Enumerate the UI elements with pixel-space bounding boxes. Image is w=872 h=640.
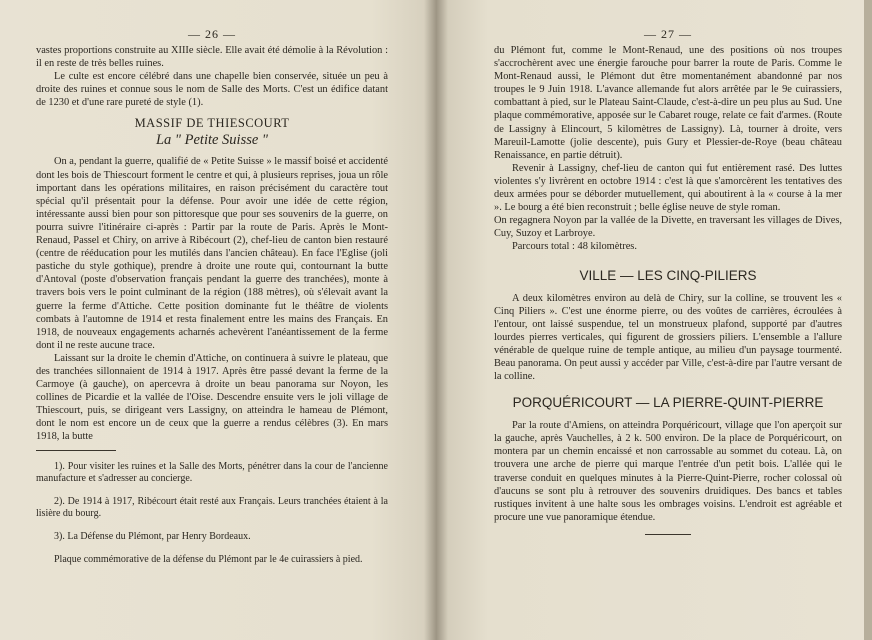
paragraph: Par la route d'Amiens, on atteindra Porquéricourt, village que l'on aperçoit sur la gauche, après Vauchelles, à 2 k. 500 environ. De la place de Porquéricourt, on montera par un chemin encaissé et non carrossable au sommet du coteau. Là, on trouvera une arche de pierre qui marque l'entrée d'un petit bois. L'allée qui le traverse conduit en quelques minutes à la Pierre-Quint-Pierre, rocher colossal où d'aucuns se sont plu à retrouver des souvenirs druidiques. Des bancs et tables rustiques invitent à une halte sous les ombrages voisins. L'endroit est agréable et procure une vue panoramique étendue. [494, 420, 842, 523]
left-text-body [36, 44, 388, 444]
footnote: Plaque commémorative de la défense du Plémont par le 4e cuirassiers à pied. [54, 553, 363, 565]
paragraph: On regagnera Noyon par la vallée de la Divette, en traversant les villages de Dives, Cuy, Suzoy et Larbroye. [494, 215, 842, 240]
paragraph: Parcours total : 48 kilomètres. [512, 241, 637, 253]
section-subheading: La " Petite Suisse " [155, 132, 269, 149]
paragraph: Le culte est encore célébré dans une chapelle bien conservée, située un peu à droite des ruines et connue sous le nom de Salle des Morts. C'est un édifice datant de 1230 et d'une rare pureté de style (1). [36, 71, 388, 109]
page-number: — 27 — [644, 27, 692, 41]
paragraph: vastes proportions construite au XIIIe siècle. Elle avait été démolie à la Révolution : il en reste de très belles ruines. [36, 45, 388, 70]
paragraph: On a, pendant la guerre, qualifié de « Petite Suisse » le massif boisé et accidenté dont les bois de Thiescourt forment le centre et qui, à plusieurs reprises, joua un rôle important dans les opérations militaires, en raison précisément du caractère tout spécial qu'il présentait pour la défense. Pour avoir une idée de cette région, intéressante aussi bien pour son pittoresque que pour ses souvenirs de la guerre, on pourra suivre l'itinéraire ci-après : Partir par la route de Paris. Après le Mont-Renaud, Passel et Chiry, on arrive à Ribécourt (2), chef-lieu de canton bien restauré (centre de rééducation pour les mutilés dans l'ancien château). En face l'Eglise (joli pastiche du style gothique), prendre à droite une route qui, contournant la butte d'Antoval (poste d'observation français pendant la guerre des tranchées), monte à travers bois vers le point culminant de la région (188 mètres), où s'élevait avant la guerre la ferme d'Attiche. Cette position dominante fut le théâtre de violents combats à l'automne de 1914 et resta finalement entre les mains des Français. En 1918, de nouveaux engagements acharnés achevèrent l'anéantissement de la ferme dont il ne reste aucune trace. [36, 156, 388, 351]
page-number: — 26 — [188, 27, 236, 41]
paragraph: A deux kilomètres environ au delà de Chiry, sur la colline, se trouvent les « Cinq Piliers ». C'est une énorme pierre, ou des voûtes de carrières, écroulées à l'entour, ont laissé suspendue, tel un monstrueux plafond, supporté par d'autres lourdes pierres verticales, qui figurent de grossiers piliers. L'ensemble a l'allure vénérable de quelque ruine de temple antique, au milieu d'un paysage tourmenté. Beau panorama. On peut aussi y accéder par Ville, c'est-à-dire par l'autre versant de la colline. [494, 292, 842, 383]
footnote: 3). La Défense du Plémont, par Henry Bordeaux. [54, 530, 251, 542]
paragraph: Revenir à Lassigny, chef-lieu de canton qui fut entièrement rasé. Des luttes violentes s'y livrèrent en octobre 1914 : c'est là que s'amorcèrent les tentatives des deux armées pour se déborder mutuellement, qui aboutirent à la « course à la mer ». Le bourg a été bien reconstruit ; belle église neuve de style roman. [494, 162, 842, 214]
end-divider [645, 534, 691, 535]
page-edge [864, 0, 872, 640]
right-page [436, 0, 872, 640]
footnote-divider [36, 450, 116, 451]
section-heading: PORQUÉRICOURT — LA PIERRE-QUINT-PIERRE [512, 395, 824, 411]
footnote: 1). Pour visiter les ruines et la Salle des Morts, pénétrer dans la cour de l'ancienne manufacture et s'adresser au concierge. [36, 460, 388, 485]
footnotes [36, 461, 388, 567]
right-text-body [494, 44, 842, 524]
footnote: 2). De 1914 à 1917, Ribécourt était resté aux Français. Leurs tranchées étaient à la lisière du bourg. [36, 495, 388, 520]
paragraph: du Plémont fut, comme le Mont-Renaud, une des positions où nos troupes s'accrochèrent avec une énergie farouche pour barrer la route de Paris. Comme le Mont-Renaud aussi, le Plémont dut être momentanément abandonné par nos troupes le 9 Juin 1918. L'avance allemande fut alors arrêtée par le 9e cuirassiers, combattant à pied, sur le Plateau Saint-Claude, c'est-à-dire un peu plus au Sud. Une plaque commémorative, apposée sur le Cabaret rouge, relate ce fait d'armes. (Route de Lassigny à Elincourt, 5 kilomètres de Lassigny). Là, tourner à droite, vers Mareuil-Lamotte (jolie descente), puis Gury et Plessier-de-Roye (beau château Renaissance, en partie détruit). [494, 45, 842, 161]
paragraph: Laissant sur la droite le chemin d'Attiche, on continuera à suivre le plateau, que des tranchées sillonnaient de 1914 à 1917. Après être passé devant la ferme de la Carmoye (à gauche), on apercevra à droite un beau panorama sur Noyon, les collines de Picardie et la vallée de l'Oise. Descendre ensuite vers le joli village de Thiescourt, puis, se dirigeant vers Lassigny, on atteindra le hameau de Plémont, dont le nom est encore un de ceux que la guerre a rendus célèbres (3). En mars 1918, la butte [36, 352, 388, 443]
section-heading: VILLE — LES CINQ-PILIERS [579, 267, 757, 283]
book-gutter [424, 0, 448, 640]
section-heading: MASSIF DE THIESCOURT [134, 116, 290, 131]
